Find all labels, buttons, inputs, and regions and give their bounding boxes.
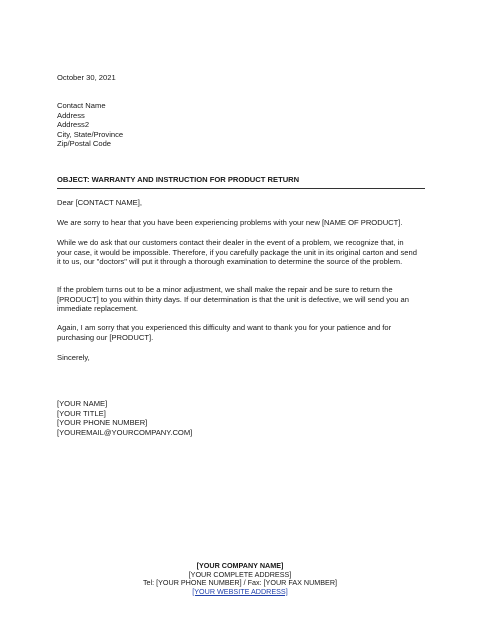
letter-footer (0, 562, 480, 596)
recipient-address (57, 101, 123, 149)
letter-date: October 30, 2021 (57, 73, 116, 82)
address-line-city: City, State/Province (57, 129, 124, 139)
letter-salutation: Dear [CONTACT NAME], (57, 198, 142, 207)
address-line-zip: Zip/Postal Code (57, 139, 112, 149)
body-paragraph-1: We are sorry to hear that you have been experiencing problems with your new [NAME OF PRODUCT]. (57, 218, 403, 227)
footer-company-name: [YOUR COMPANY NAME] (196, 561, 284, 570)
footer-contact: Tel: [YOUR PHONE NUMBER] / Fax: [YOUR FAX NUMBER] (142, 578, 338, 588)
address-line-address: Address (57, 110, 85, 120)
signature-name: [YOUR NAME] (57, 399, 108, 408)
body-paragraph-4: Again, I am sorry that you experienced this difficulty and want to thank you for your patience and for purchasing our [PRODUCT]. (57, 323, 392, 342)
body-paragraph-3: If the problem turns out to be a minor adjustment, we shall make the repair and be sure to return the [PRODUCT] to you within thirty days. If our determination is that the unit is defective, we will send you an immediate replacement. (57, 285, 410, 314)
letter-closing: Sincerely, (57, 353, 90, 362)
letter-subject: OBJECT: WARRANTY AND INSTRUCTION FOR PRODUCT RETURN (57, 175, 425, 189)
footer-website-link[interactable]: [YOUR WEBSITE ADDRESS] (192, 586, 288, 596)
signature-email: [YOUREMAIL@YOURCOMPANY.COM] (57, 427, 193, 437)
signature-title: [YOUR TITLE] (57, 408, 106, 418)
signature-block (57, 399, 192, 437)
footer-address: [YOUR COMPLETE ADDRESS] (188, 569, 292, 579)
address-line-address2: Address2 (57, 120, 90, 130)
address-line-contact-name: Contact Name (57, 101, 106, 110)
body-paragraph-2: While we do ask that our customers contact their dealer in the event of a problem, we recognize that, in your case, it would be impossible. Therefore, if you carefully package the unit in its original carton and send it to us, our "doctors" will put it through a thorough examination to determine the source of the problem. (57, 238, 417, 267)
signature-phone: [YOUR PHONE NUMBER] (57, 418, 148, 428)
letter-page (57, 0, 427, 621)
